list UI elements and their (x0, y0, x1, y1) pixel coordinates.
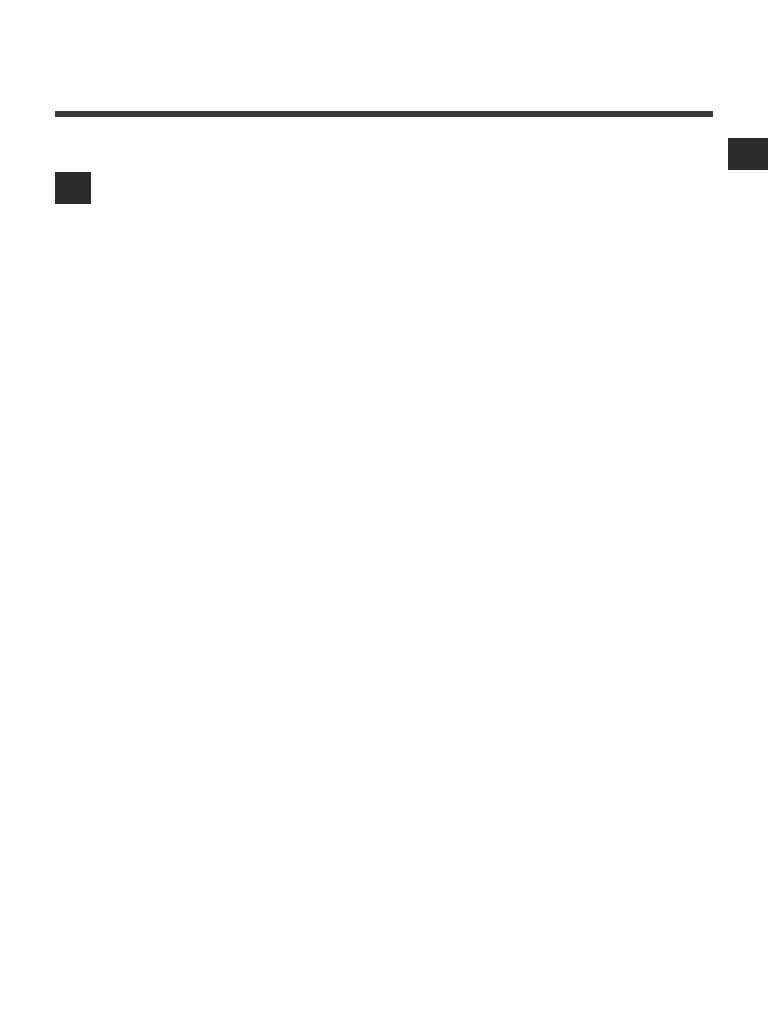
language-side-tab (728, 138, 768, 170)
header-divider (55, 111, 713, 117)
language-badge (55, 172, 91, 204)
table-of-contents (403, 132, 713, 143)
